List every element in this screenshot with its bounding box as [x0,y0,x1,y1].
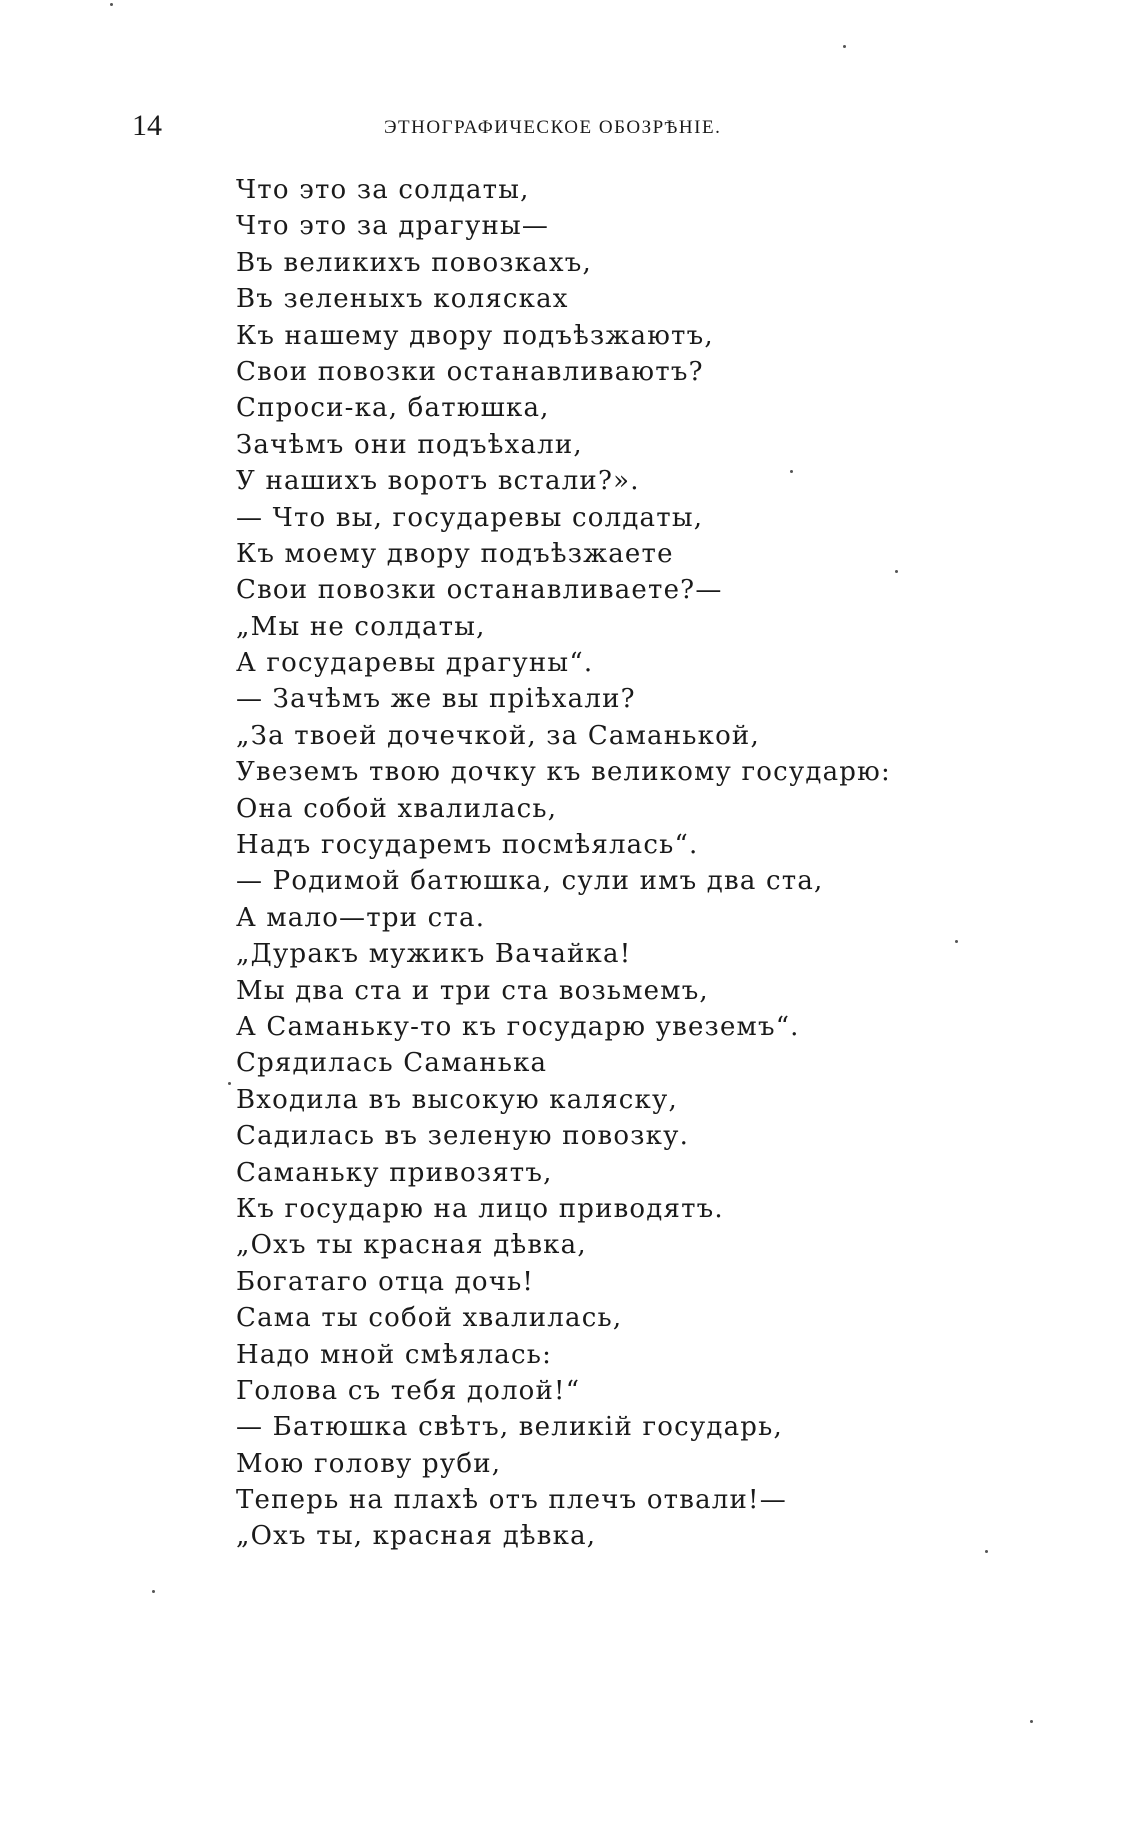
poem-line: — Что вы, государевы солдаты, [236,502,704,533]
poem-line: Свои повозки останавливаютъ? [236,356,704,387]
poem-line: „Охъ ты, красная дѣвка, [236,1521,597,1552]
poem-line: — Родимой батюшка, сули имъ два ста, [236,866,824,897]
poem-line: Въ зеленыхъ колясках [236,284,569,315]
poem-line: А государевы драгуны“. [236,648,594,679]
poem-line: „За твоей дочечкой, за Саманькой, [236,720,760,751]
scan-speck [985,1550,988,1553]
poem-line: „Мы не солдаты, [236,611,486,642]
poem-line: Увеземъ твою дочку къ великому государю: [236,757,891,788]
poem-line: Богатаго отца дочь! [236,1266,535,1297]
running-title: ЭТНОГРАФИЧЕСКОЕ ОБОЗРѢНІЕ. [384,117,722,138]
poem-line: Зачѣмъ они подъѣхали, [236,429,583,460]
poem-text [236,172,891,1555]
poem-line: У нашихъ воротъ встали?». [236,466,640,497]
poem-line: „Дуракъ мужикъ Вачайка! [236,939,632,970]
scan-speck [955,940,958,943]
poem-line: — Зачѣмъ же вы пріѣхали? [236,684,636,715]
poem-line: Что это за драгуны— [236,211,550,242]
poem-line: — Батюшка свѣтъ, великій государь, [236,1412,783,1443]
scan-speck [110,3,113,6]
poem-line: А Саманьку-то къ государю увеземъ“. [236,1011,800,1042]
poem-line: Садилась въ зеленую повозку. [236,1121,690,1152]
poem-line: Мою голову руби, [236,1448,502,1479]
poem-line: Въ великихъ повозкахъ, [236,247,592,278]
poem-line: Надо мной смѣялась: [236,1339,553,1370]
poem-line: Сама ты собой хвалилась, [236,1303,623,1334]
poem-line: Саманьку привозятъ, [236,1157,553,1188]
poem-line: Мы два ста и три ста возьмемъ, [236,975,709,1006]
scan-speck [228,1082,231,1085]
poem-line: Она собой хвалилась, [236,793,558,824]
poem-line: Къ государю на лицо приводятъ. [236,1193,724,1224]
poem-line: Къ нашему двору подъѣзжаютъ, [236,320,714,351]
page-number: 14 [132,109,162,142]
scan-speck [152,1590,155,1593]
scan-speck [843,45,846,48]
poem-line: Входила въ высокую каляску, [236,1084,678,1115]
poem-line: Теперь на плахѣ отъ плечъ отвали!— [236,1485,787,1516]
poem-line: Надъ государемъ посмѣялась“. [236,830,699,861]
poem-line: Къ моему двору подъѣзжаете [236,538,674,569]
poem-line: А мало—три ста. [236,902,486,933]
poem-line: Что это за солдаты, [236,175,530,205]
poem-line: Голова съ тебя долой!“ [236,1375,581,1406]
scan-speck [1030,1720,1033,1723]
poem-line: „Охъ ты красная дѣвка, [236,1230,587,1261]
scan-speck [895,570,898,573]
scan-speck [790,470,793,473]
poem-line: Спроси-ка, батюшка, [236,393,550,424]
poem-line: Свои повозки останавливаете?— [236,575,723,606]
poem-line: Срядилась Саманька [236,1048,548,1079]
